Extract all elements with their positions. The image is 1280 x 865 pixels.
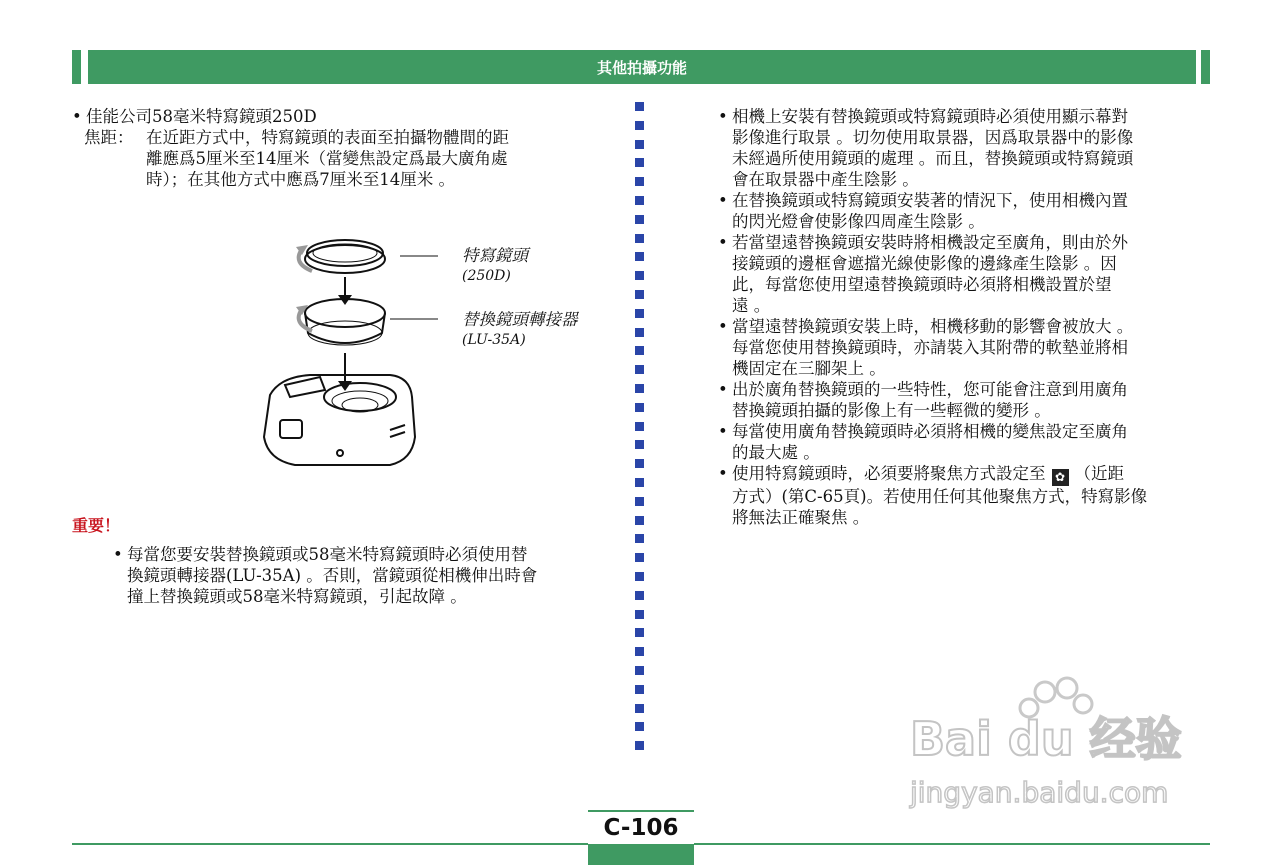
page-number: C-106: [588, 812, 694, 844]
focus-line: 在近距方式中，特寫鏡頭的表面至拍攝物體間的距: [146, 128, 509, 147]
watermark-url: jingyan.baidu.com: [910, 776, 1169, 809]
right-column: [718, 106, 1210, 528]
adapter-model: (LU-35A): [462, 332, 526, 348]
list-item: • 若當望遠替換鏡頭安裝時將相機設定至廣角，則由於外 接鏡頭的邊框會遮擋光線使影像的邊緣產生陰影 。因 此，每當您使用望遠替換鏡頭時必須將相機設置於望 遠 。: [718, 233, 1128, 315]
baidu-watermark: [905, 670, 1205, 815]
important-line: 換鏡頭轉接器(LU-35A) 。否則，當鏡頭從相機伸出時會: [127, 566, 538, 585]
important-line: 撞上替換鏡頭或58毫米特寫鏡頭，引起故障 。: [127, 587, 467, 606]
lens-attachment-illustration: [240, 225, 440, 480]
important-line: 每當您要安裝替換鏡頭或58毫米特寫鏡頭時必須使用替: [127, 545, 528, 564]
product-line: • 佳能公司58毫米特寫鏡頭250D: [72, 107, 317, 126]
list-item: • 在替換鏡頭或特寫鏡頭安裝著的情況下，使用相機內置 的閃光燈會使影像四周產生陰影 。: [718, 191, 1128, 231]
focus-line: 時）；在其他方式中應爲7厘米至14厘米 。: [146, 170, 455, 189]
left-column: [72, 106, 612, 190]
closeup-lens-label: 特寫鏡頭: [462, 246, 528, 265]
header-left-block: [72, 50, 81, 84]
list-item: • 當望遠替換鏡頭安裝上時，相機移動的影響會被放大 。 每當您使用替換鏡頭時，亦請裝入其附帶的軟墊並將相 機固定在三腳架上 。: [718, 317, 1134, 378]
column-divider: [635, 102, 647, 782]
watermark-brand: Bai du 经验: [910, 712, 1182, 766]
adapter-callout: [462, 309, 578, 351]
focus-label: 焦距：: [84, 128, 134, 147]
bullet-dot: •: [72, 107, 82, 126]
section-title: [88, 50, 1196, 84]
bullet-dot: •: [113, 545, 123, 564]
focus-line: 離應爲5厘米至14厘米（當變焦設定爲最大廣角處: [146, 149, 508, 168]
list-item: • 出於廣角替換鏡頭的一些特性，您可能會注意到用廣角 替換鏡頭拍攝的影像上有一些輕微的變形 。: [718, 380, 1128, 420]
section-title-text: 其他拍攝功能: [596, 58, 687, 77]
list-item: • 使用特寫鏡頭時，必須要將聚焦方式設定至 ✿ （近距 方式）(第C-65頁)。若使用任何其他聚焦方式，特寫影像 將無法正確聚焦 。: [718, 464, 1148, 527]
list-item: • 每當使用廣角替換鏡頭時必須將相機的變焦設定至廣角 的最大處 。: [718, 422, 1128, 462]
closeup-lens-model: (250D): [462, 268, 511, 284]
list-item: • 相機上安裝有替換鏡頭或特寫鏡頭時必須使用顯示幕對 影像進行取景 。切勿使用取景器，因爲取景器中的影像 未經過所使用鏡頭的處理 。而且，替換鏡頭或特寫鏡頭 會在取景器中產生陰影 。: [718, 107, 1134, 189]
important-heading: 重要！: [72, 516, 121, 535]
focus-distance: [84, 127, 612, 190]
header-right-block: [1201, 50, 1210, 84]
adapter-label: 替換鏡頭轉接器: [462, 310, 578, 329]
important-note: [113, 544, 609, 607]
closeup-lens-callout: [462, 245, 528, 287]
macro-flower-icon: ✿: [1052, 469, 1069, 486]
